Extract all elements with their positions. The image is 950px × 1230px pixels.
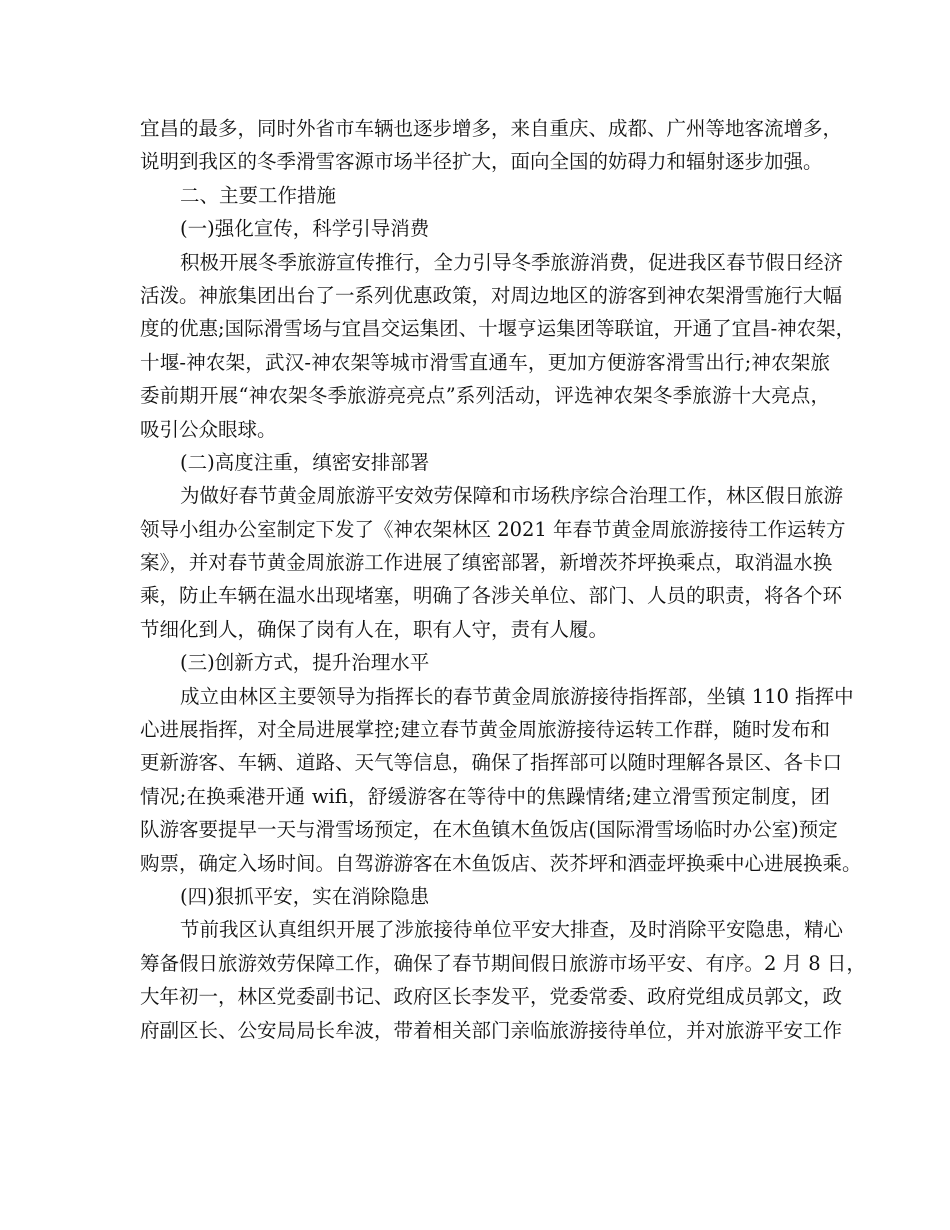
- body-line: 说明到我区的冬季滑雪客源市场半径扩大，面向全国的妨碍力和辐射逐步加强。: [140, 150, 823, 174]
- body-line: 节前我区认真组织开展了涉旅接待单位平安大排查，及时消除平安隐患，精心: [180, 918, 844, 942]
- subsection-heading: (三)创新方式，提升治理水平: [180, 651, 430, 675]
- body-line: 度的优惠;国际滑雪场与宜昌交运集团、十堰亨运集团等联谊，开通了宜昌-神农架，: [140, 317, 856, 341]
- subsection-heading: (二)高度注重，缜密安排部署: [180, 450, 430, 474]
- body-line: 心进展指挥，对全局进展掌控;建立春节黄金周旅游接待运转工作群，随时发布和: [140, 718, 830, 742]
- body-line: 大年初一，林区党委副书记、政府区长李发平，党委常委、政府党组成员郭文，政: [140, 985, 843, 1009]
- body-line: 乘，防止车辆在温水出现堵塞，明确了各涉关单位、部门、人员的职责，将各个环: [140, 584, 843, 608]
- body-line: 成立由林区主要领导为指挥长的春节黄金周旅游接待指挥部，坐镇 110 指挥中: [180, 684, 854, 708]
- body-line: 活泼。神旅集团出台了一系列优惠政策，对周边地区的游客到神农架滑雪施行大幅: [140, 283, 843, 307]
- body-line: 筹备假日旅游效劳保障工作，确保了春节期间假日旅游市场平安、有序。2 月 8 日，: [140, 951, 866, 975]
- document-body: [140, 112, 866, 1047]
- body-line: 购票，确定入场时间。自驾游游客在木鱼饭店、茨芥坪和酒壶坪换乘中心进展换乘。: [140, 851, 862, 875]
- body-line: 领导小组办公室制定下发了《神农架林区 2021 年春节黄金周旅游接待工作运转方: [140, 517, 846, 541]
- body-line: 府副区长、公安局局长牟波，带着相关部门亲临旅游接待单位，并对旅游平安工作: [140, 1018, 843, 1042]
- body-line: 积极开展冬季旅游宣传推行，全力引导冬季旅游消费，促进我区春节假日经济: [180, 250, 844, 274]
- body-line: 十堰-神农架，武汉-神农架等城市滑雪直通车，更加方便游客滑雪出行;神农架旅: [140, 350, 830, 374]
- body-line: 宜昌的最多，同时外省市车辆也逐步增多，来自重庆、成都、广州等地客流增多，: [140, 117, 843, 140]
- section-heading: 二、主要工作措施: [180, 183, 337, 207]
- body-line: 为做好春节黄金周旅游平安效劳保障和市场秩序综合治理工作，林区假日旅游: [180, 484, 844, 508]
- body-line: 吸引公众眼球。: [140, 417, 277, 441]
- body-line: 案》，并对春节黄金周旅游工作进展了缜密部署，新增茨芥坪换乘点，取消温水换: [140, 551, 833, 575]
- subsection-heading: (一)强化宣传，科学引导消费: [180, 217, 430, 241]
- body-line: 更新游客、车辆、道路、天气等信息，确保了指挥部可以随时理解各景区、各卡口: [140, 751, 843, 775]
- body-line: 队游客要提早一天与滑雪场预定，在木鱼镇木鱼饭店(国际滑雪场临时办公室)预定: [140, 818, 838, 842]
- body-line: 情况;在换乘港开通 wifi，舒缓游客在等待中的焦躁情绪;建立滑雪预定制度，团: [140, 784, 830, 808]
- subsection-heading: (四)狠抓平安，实在消除隐患: [180, 884, 430, 908]
- body-line: 节细化到人，确保了岗有人在，职有人守，责有人履。: [140, 617, 609, 641]
- body-line: 委前期开展“神农架冬季旅游亮亮点”系列活动，评选神农架冬季旅游十大亮点，: [140, 384, 830, 408]
